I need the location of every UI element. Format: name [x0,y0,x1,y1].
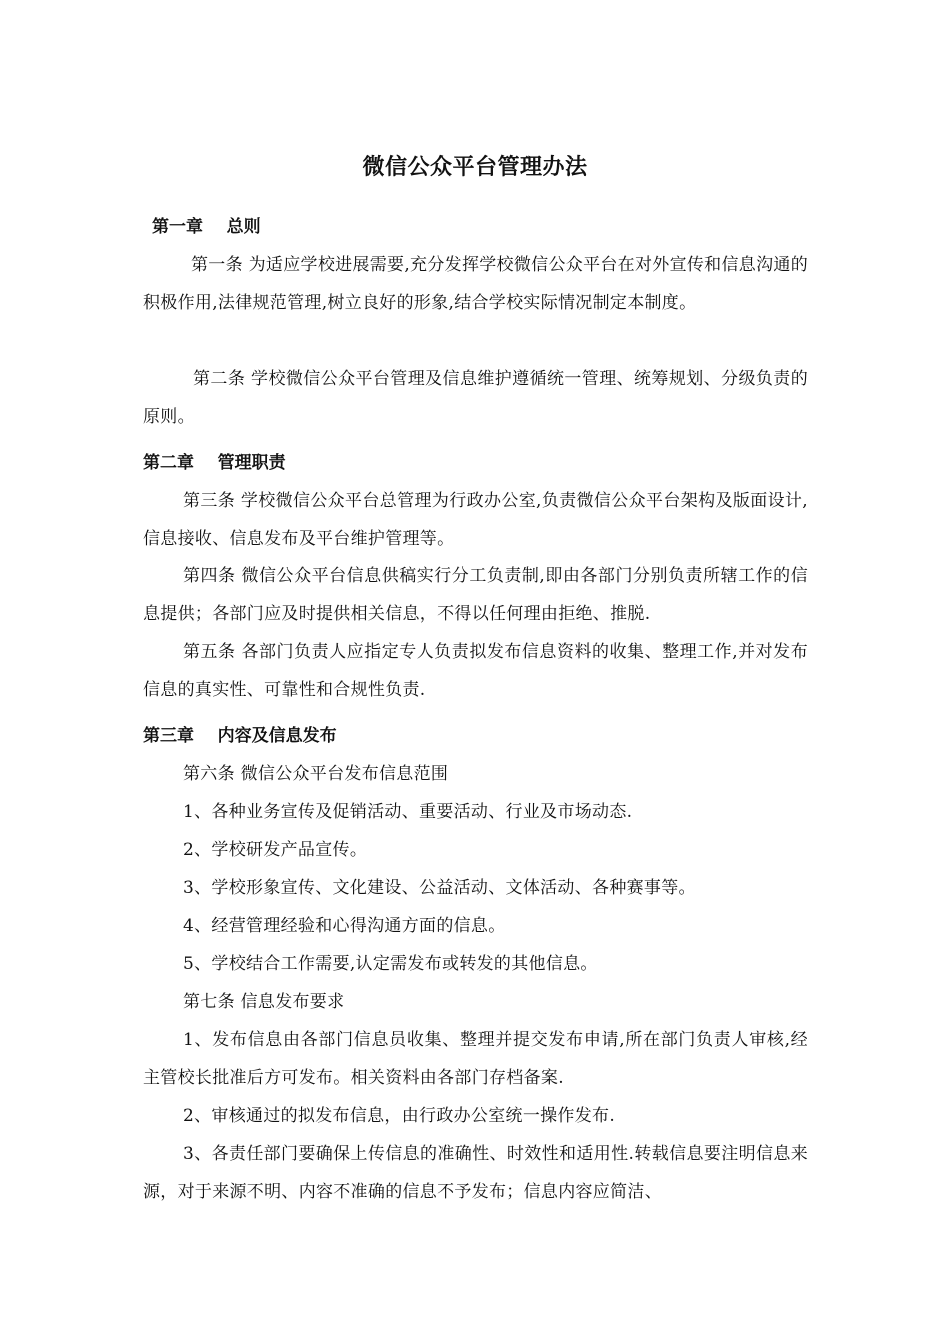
chapter-3-heading: 第三章 内容及信息发布 [143,726,337,746]
article-6-item-5: 5、学校结合工作需要,认定需发布或转发的其他信息。 [183,954,598,974]
article-6-item-1: 1、各种业务宣传及促销活动、重要活动、行业及市场动态. [183,802,633,822]
article-2: 第二条 学校微信公众平台管理及信息维护遵循统一管理、统筹规划、分级负责的原则。 [143,369,808,427]
chapter-2-heading: 第二章 管理职责 [143,453,286,473]
article-6-item-4: 4、经营管理经验和心得沟通方面的信息。 [183,916,506,936]
article-6: 第六条 微信公众平台发布信息范围 [183,764,449,784]
chapter-1-heading: 第一章 总则 [152,217,261,237]
article-1: 第一条 为适应学校进展需要,充分发挥学校微信公众平台在对外宣传和信息沟通的积极作用,法律规范管理,树立良好的形象,结合学校实际情况制定本制度。 [143,255,808,313]
article-7: 第七条 信息发布要求 [183,992,345,1012]
article-6-item-3: 3、学校形象宣传、文化建设、公益活动、文体活动、各种赛事等。 [183,878,696,898]
article-3: 第三条 学校微信公众平台总管理为行政办公室,负责微信公众平台架构及版面设计,信息接收、信息发布及平台维护管理等。 [143,491,808,549]
article-7-item-2: 2、审核通过的拟发布信息，由行政办公室统一操作发布. [183,1106,616,1126]
document-title: 微信公众平台管理办法 [362,155,588,180]
article-4: 第四条 微信公众平台信息供稿实行分工负责制,即由各部门分别负责所辖工作的信息提供；各部门应及时提供相关信息，不得以任何理由拒绝、推脱. [143,566,808,624]
article-6-item-2: 2、学校研发产品宣传。 [183,840,368,860]
article-7-item-3: 3、各责任部门要确保上传信息的准确性、时效性和适用性.转载信息要注明信息来源，对于来源不明、内容不准确的信息不予发布；信息内容应简洁、 [143,1144,808,1202]
article-7-item-1: 1、发布信息由各部门信息员收集、整理并提交发布申请,所在部门负责人审核,经主管校长批准后方可发布。相关资料由各部门存档备案. [143,1030,808,1088]
article-5: 第五条 各部门负责人应指定专人负责拟发布信息资料的收集、整理工作,并对发布信息的真实性、可靠性和合规性负责. [143,642,808,700]
